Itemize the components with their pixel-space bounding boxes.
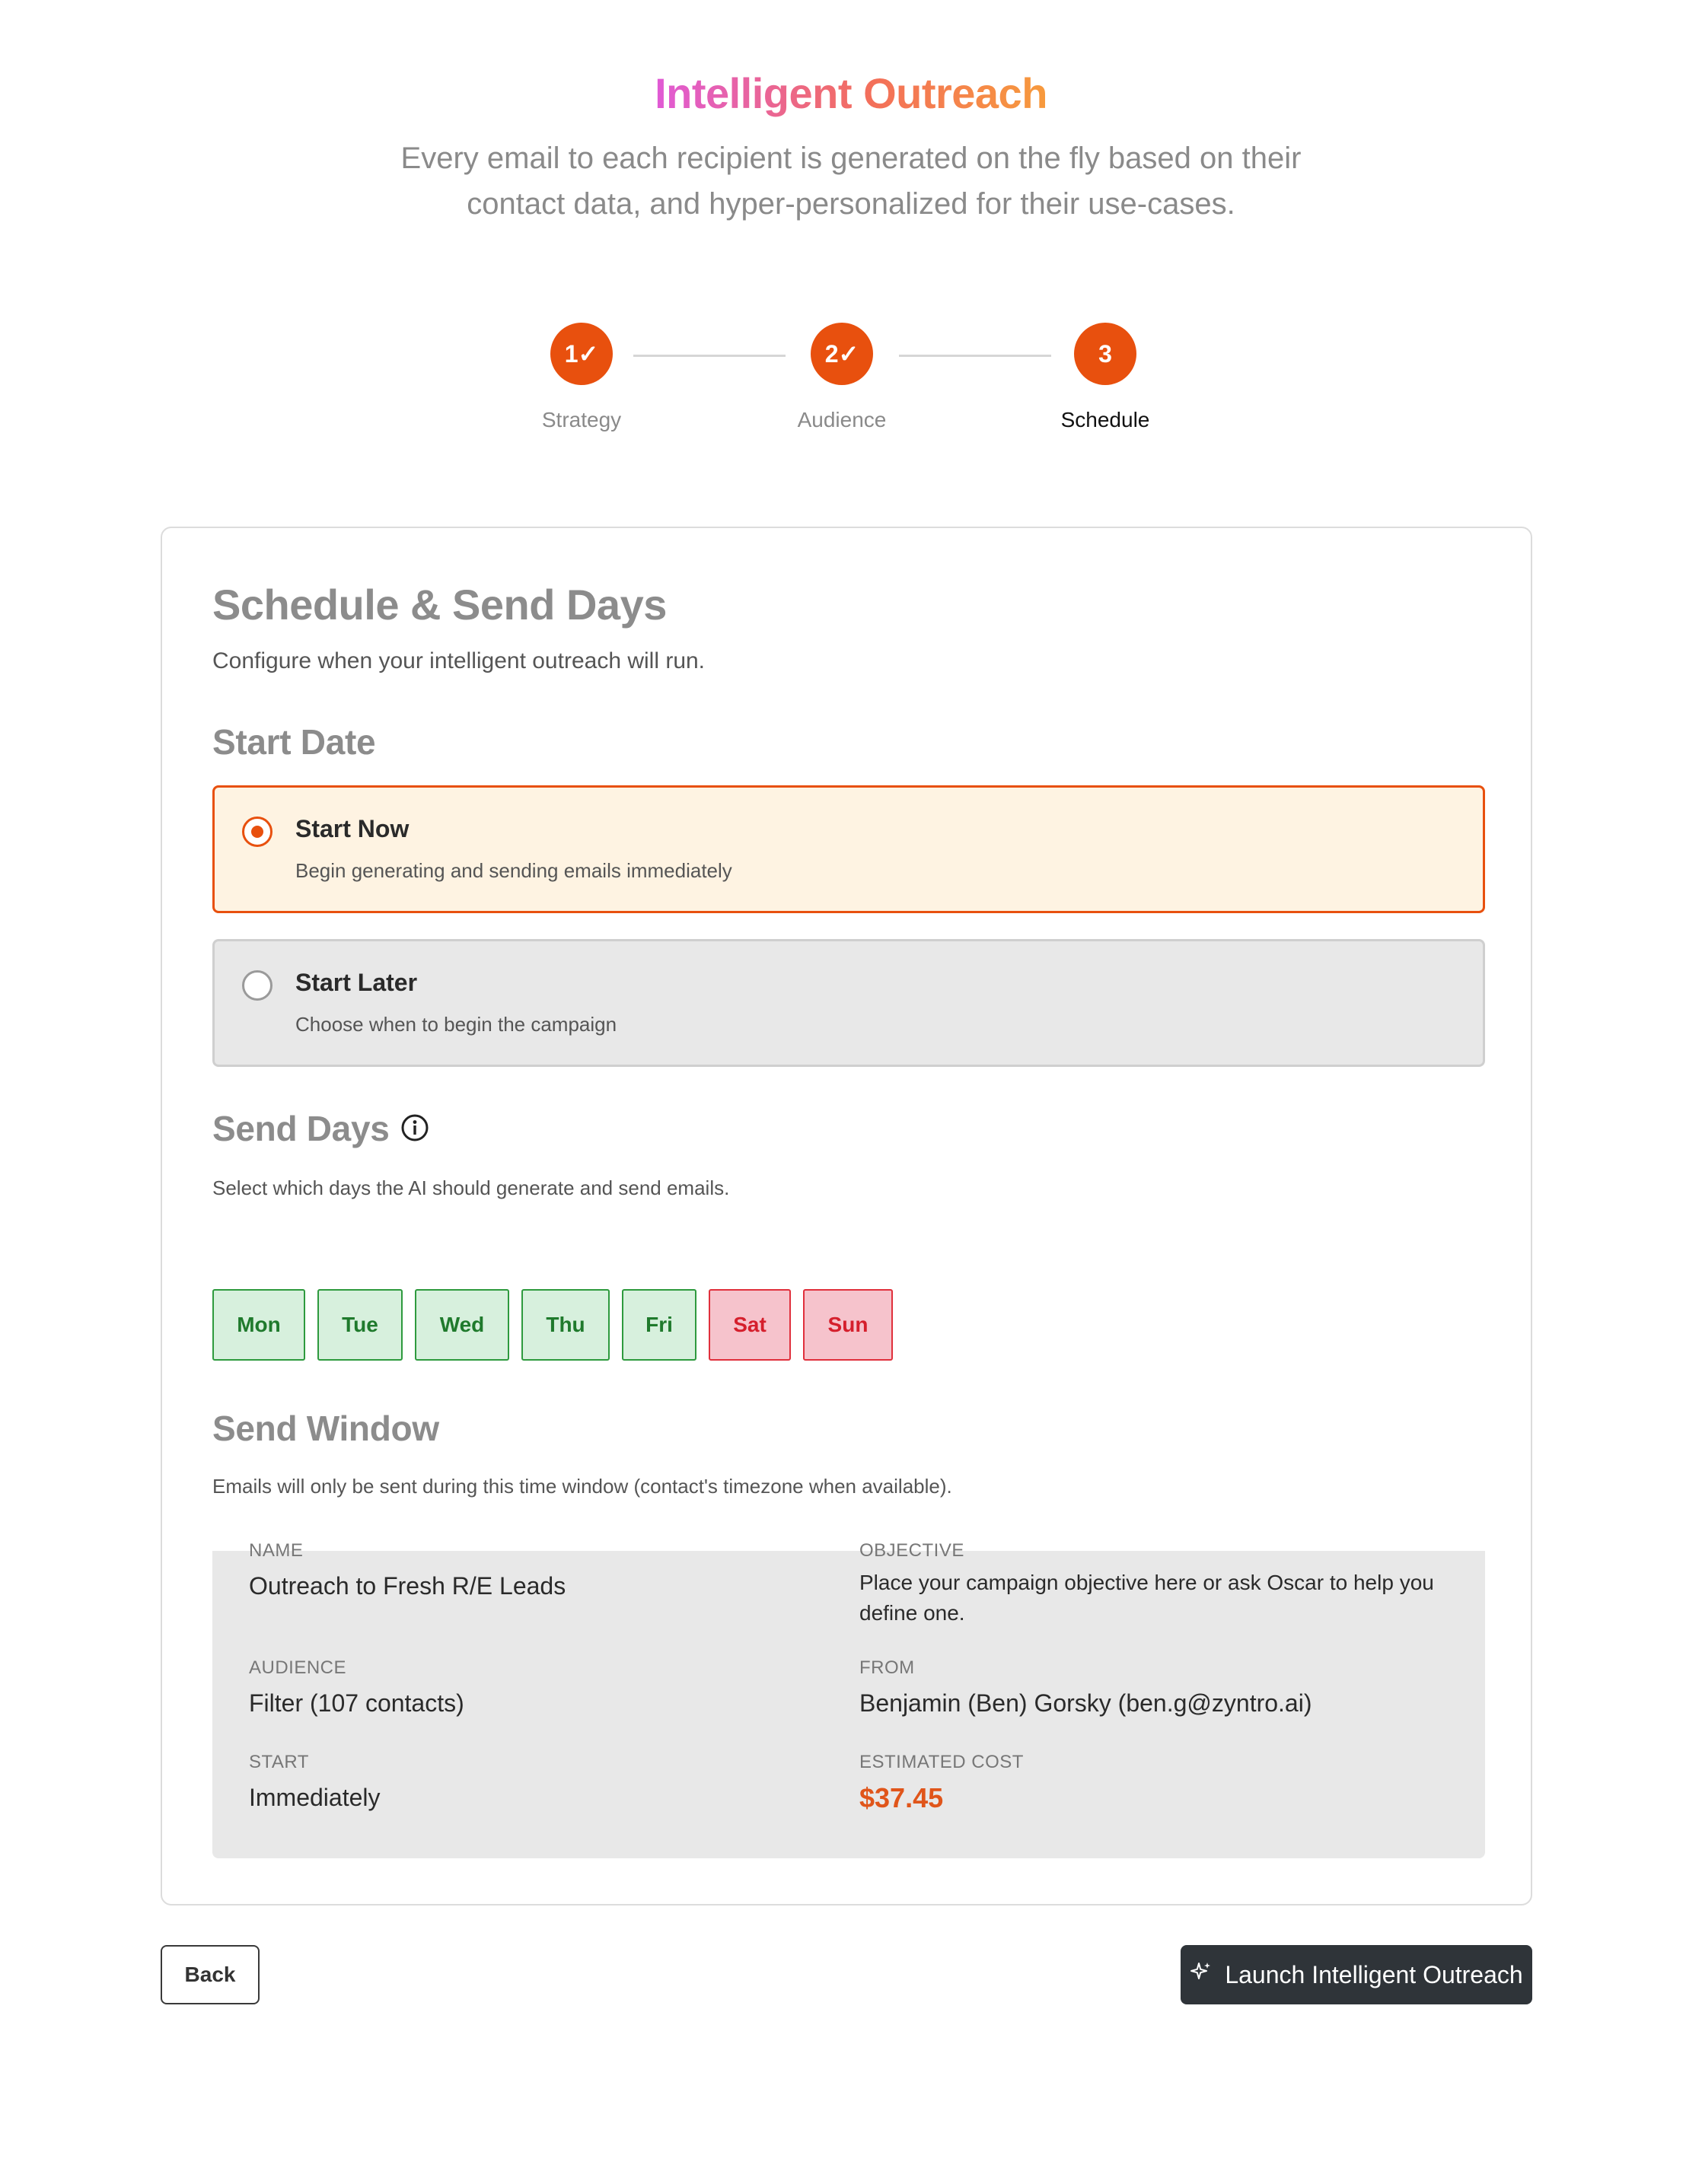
step-label: Schedule — [1060, 408, 1150, 431]
radio-unselected-icon[interactable] — [242, 970, 273, 1001]
send-window-heading: Send Window — [212, 1409, 439, 1448]
page-title-text: Intelligent Outreach — [655, 69, 1047, 117]
step-schedule[interactable] — [1029, 323, 1181, 432]
step-audience[interactable] — [766, 323, 918, 432]
summary-name-value: Outreach to Fresh R/E Leads — [249, 1572, 566, 1600]
summary-audience-value: Filter (107 contacts) — [249, 1689, 464, 1717]
step-connector-2 — [899, 355, 1051, 357]
step-label: Strategy — [541, 408, 622, 431]
day-thu[interactable]: Thu — [521, 1289, 610, 1361]
summary-name-label: NAME — [249, 1540, 304, 1561]
step-circle: 1✓ — [550, 323, 613, 385]
summary-objective-value: Place your campaign objective here or ask Oscar to help you define one. — [859, 1571, 1434, 1625]
send-days-heading: Send Days — [212, 1109, 390, 1148]
day-tue[interactable]: Tue — [317, 1289, 403, 1361]
send-days-description: Select which days the AI should generate and send emails. — [212, 1176, 730, 1199]
summary-start-label: START — [249, 1752, 309, 1772]
option-title: Start Later — [295, 969, 418, 996]
start-date-heading: Start Date — [212, 722, 376, 762]
radio-selected-icon[interactable] — [242, 817, 273, 847]
step-strategy[interactable] — [505, 323, 658, 432]
page-subtitle: Every email to each recipient is generated on the fly based on their contact data, and hyper-personalized for their use-cases. — [400, 142, 1302, 221]
step-circle: 3 — [1074, 323, 1136, 385]
page-title — [0, 68, 1702, 118]
summary-cost-label: ESTIMATED COST — [859, 1752, 1024, 1772]
launch-button-label: Launch Intelligent Outreach — [1225, 1960, 1523, 1988]
launch-button[interactable] — [1181, 1945, 1532, 2004]
day-sat[interactable]: Sat — [709, 1289, 791, 1361]
campaign-summary — [212, 1540, 1485, 1858]
day-wed[interactable]: Wed — [415, 1289, 509, 1361]
day-sun[interactable]: Sun — [803, 1289, 893, 1361]
day-mon[interactable]: Mon — [212, 1289, 305, 1361]
start-now-option[interactable] — [212, 785, 1485, 913]
option-description: Choose when to begin the campaign — [295, 1013, 617, 1036]
summary-from-label: FROM — [859, 1657, 915, 1678]
summary-audience-label: AUDIENCE — [249, 1657, 347, 1678]
step-circle: 2✓ — [811, 323, 873, 385]
option-title: Start Now — [295, 815, 410, 842]
summary-from-value: Benjamin (Ben) Gorsky (ben.g@zyntro.ai) — [859, 1689, 1312, 1717]
info-icon[interactable] — [400, 1113, 430, 1147]
step-label: Audience — [797, 408, 887, 431]
start-later-option[interactable] — [212, 939, 1485, 1067]
section-description: Configure when your intelligent outreach will run. — [212, 648, 706, 673]
schedule-card — [161, 527, 1532, 1905]
section-title: Schedule & Send Days — [212, 581, 667, 629]
day-fri[interactable]: Fri — [622, 1289, 696, 1361]
summary-cost-value: $37.45 — [859, 1782, 944, 1813]
summary-objective-label: OBJECTIVE — [859, 1540, 964, 1561]
option-description: Begin generating and sending emails immediately — [295, 859, 732, 882]
send-window-description: Emails will only be sent during this time window (contact's timezone when available). — [212, 1475, 952, 1498]
sparkle-icon — [1190, 1960, 1213, 1989]
summary-start-value: Immediately — [249, 1784, 381, 1811]
back-button[interactable]: Back — [161, 1945, 260, 2004]
